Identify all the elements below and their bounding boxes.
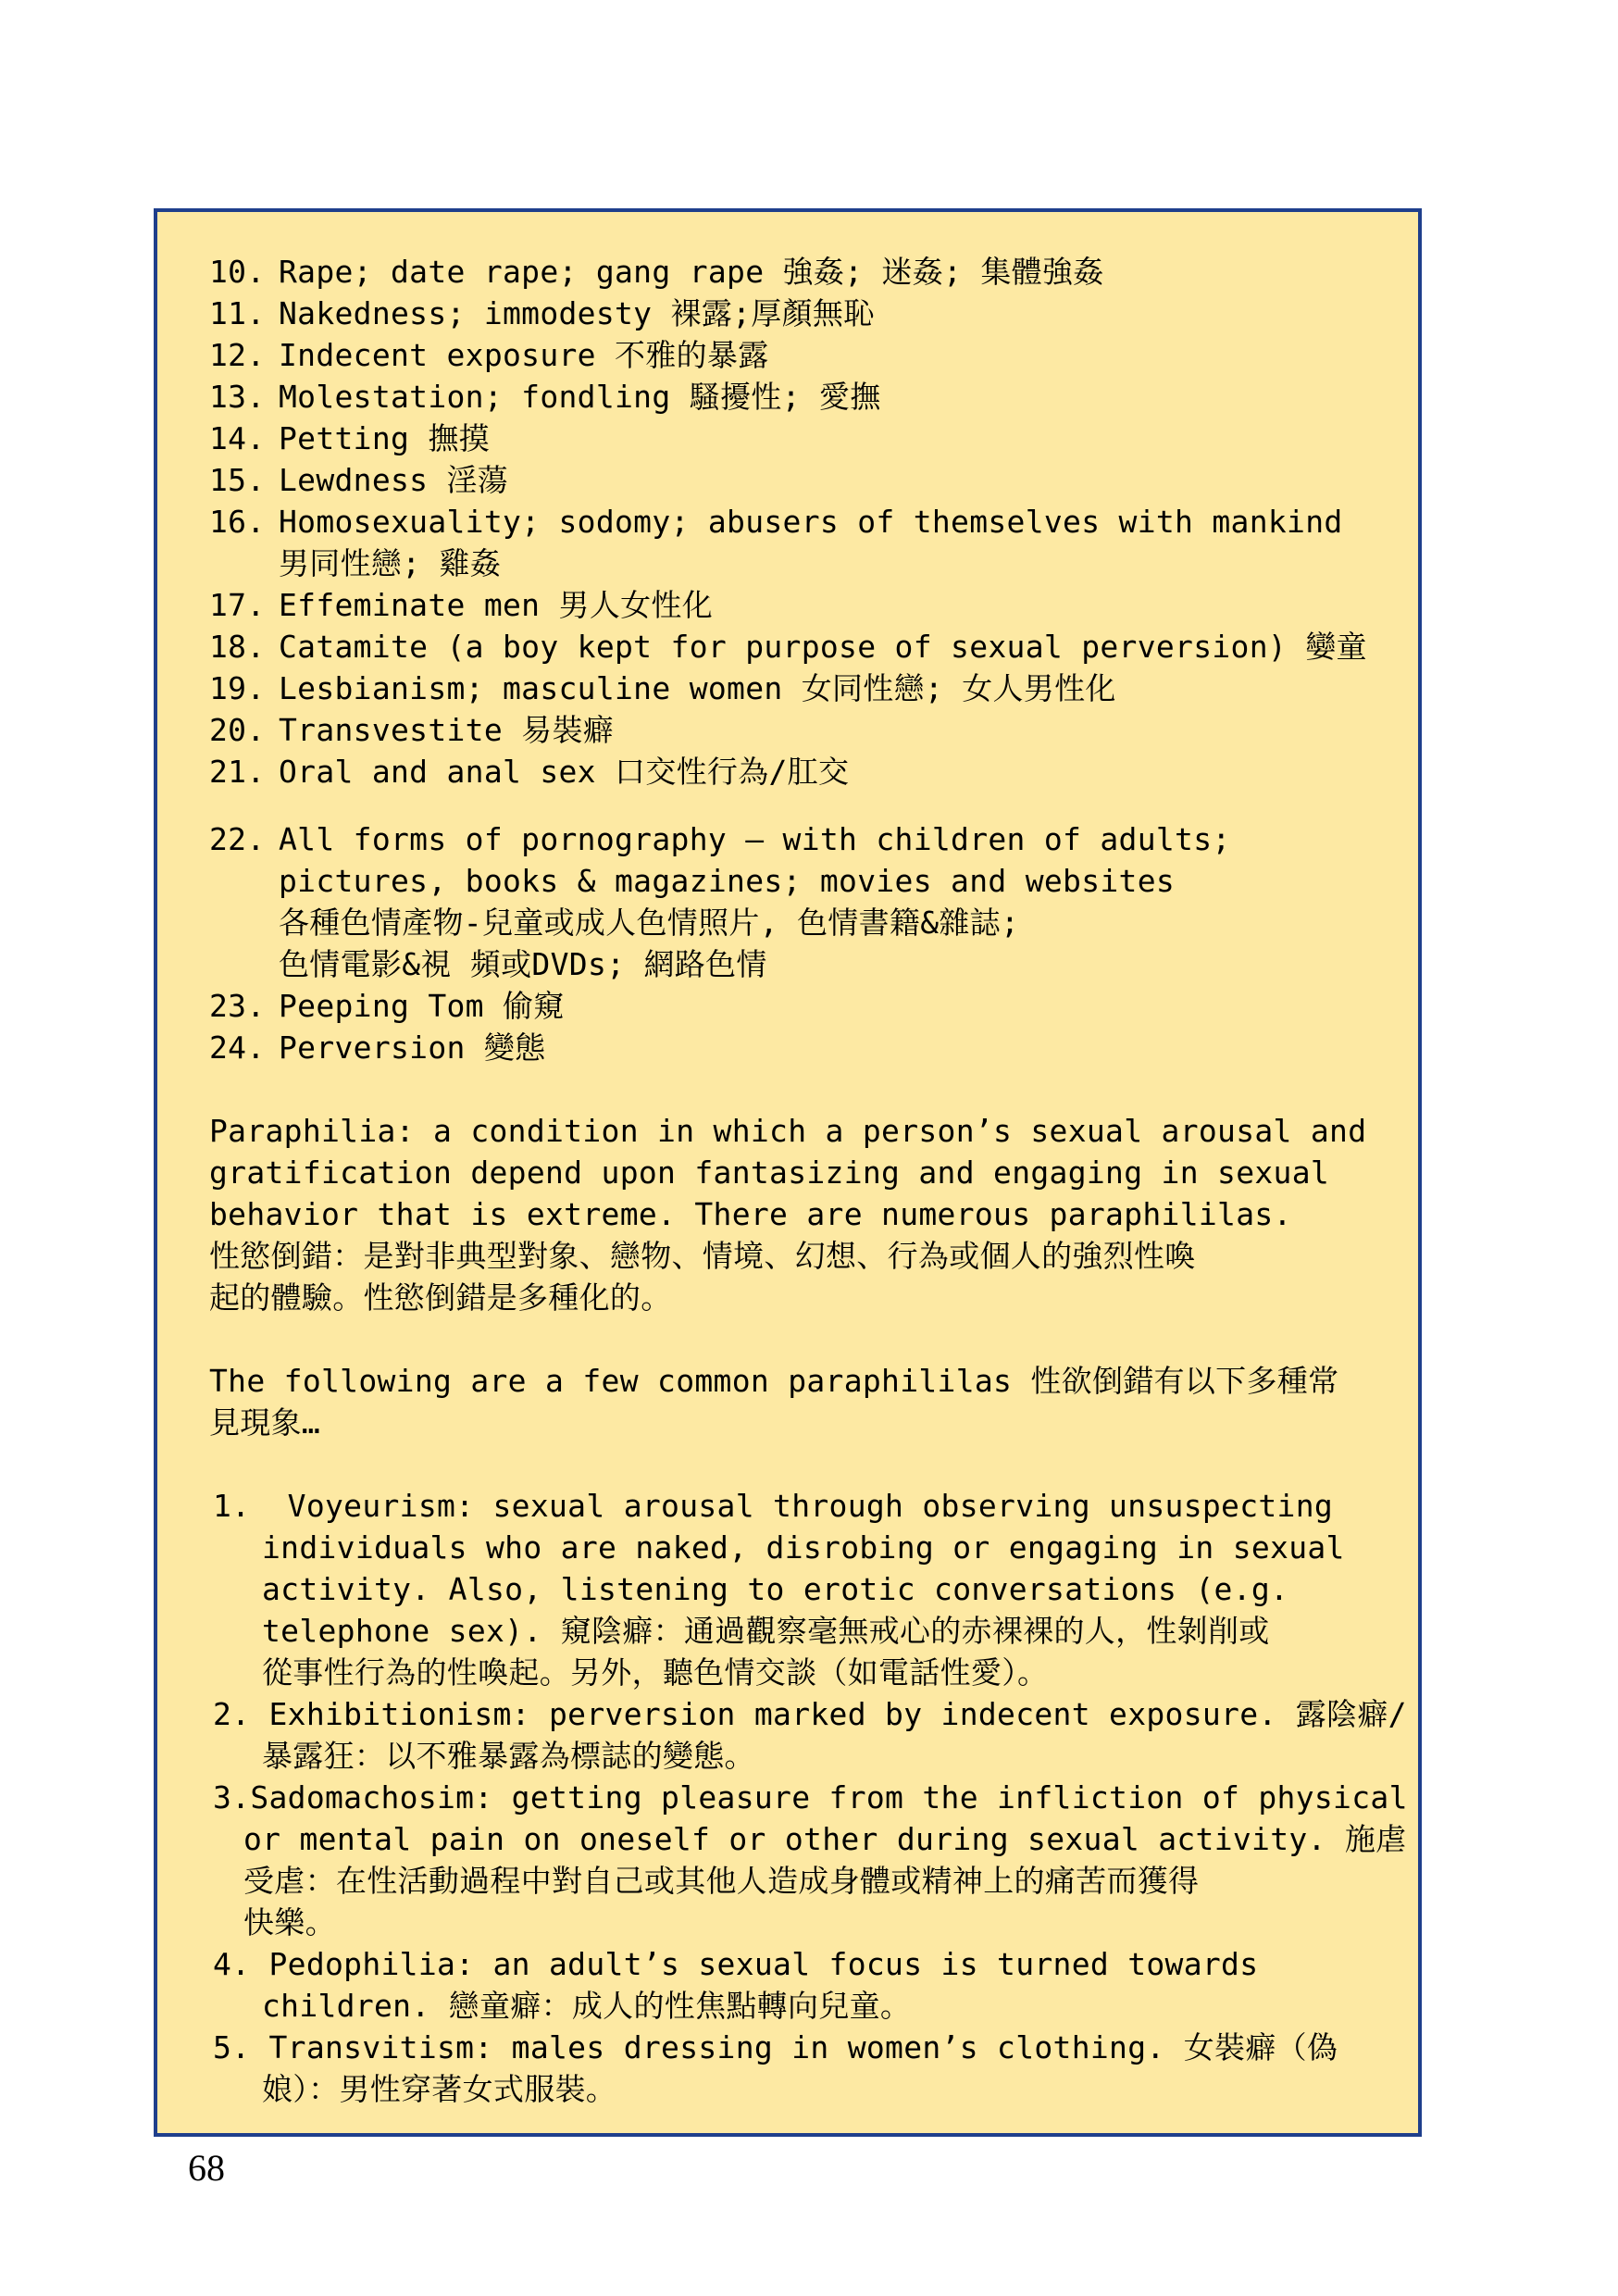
list-item-text: Effeminate men 男人女性化 <box>279 587 714 623</box>
paragraph-line: 性慾倒錯：是對非典型對象、戀物、情境、幻想、行為或個人的強烈性喚 <box>209 1238 1196 1274</box>
paragraph-line: gratification depend upon fantasizing and engaging in sexual <box>209 1154 1330 1191</box>
list-item-text: Petting 撫摸 <box>279 420 490 456</box>
list-item-text: Oral and anal sex 口交性行為/肛交 <box>279 754 850 790</box>
list-number: 18. <box>209 629 266 665</box>
paraphilia-item-line: or mental pain on oneself or other during sexual activity. 施虐 <box>243 1821 1407 1857</box>
list-item-continuation: pictures, books & magazines; movies and websites <box>279 863 1176 899</box>
paraphilia-item-line: 2. Exhibitionism: perversion marked by indecent exposure. 露陰癖/ <box>213 1696 1407 1732</box>
list-number: 19. <box>209 670 266 706</box>
content-box <box>154 208 1422 2137</box>
list-number: 20. <box>209 712 266 748</box>
paraphilia-item-line: activity. Also, listening to erotic conversations (e.g. <box>262 1571 1289 1607</box>
page-number: 68 <box>188 2147 225 2189</box>
paraphilia-item-line: 快樂。 <box>243 1904 336 1940</box>
list-item-text: Lesbianism; masculine women 女同性戀; 女人男性化 <box>279 670 1116 706</box>
list-number: 11. <box>209 295 266 331</box>
paraphilia-item-line: 從事性行為的性喚起。另外，聽色情交談（如電話性愛）。 <box>262 1654 1049 1691</box>
paraphilia-item-line: individuals who are naked, disrobing or engaging in sexual <box>262 1529 1345 1566</box>
intro-line: 見現象… <box>209 1404 321 1441</box>
list-item-text: Molestation; fondling 騷擾性; 愛撫 <box>279 379 881 415</box>
list-number: 12. <box>209 337 266 373</box>
list-number: 10. <box>209 254 266 290</box>
list-item-continuation: 各種色情產物-兒童或成人色情照片, 色情書籍&雜誌; <box>279 905 1020 941</box>
list-number: 14. <box>209 420 266 456</box>
list-item-text: Rape; date rape; gang rape 強姦; 迷姦; 集體強姦 <box>279 254 1104 290</box>
list-item-continuation: 色情電影&視 頻或DVDs; 網路色情 <box>279 946 767 982</box>
list-number: 16. <box>209 504 266 540</box>
paraphilia-item-line: telephone sex). 窺陰癖：通過觀察毫無戒心的赤裸裸的人，性剝削或 <box>262 1613 1270 1649</box>
paragraph-line: behavior that is extreme. There are numerous paraphililas. <box>209 1196 1292 1232</box>
list-number: 24. <box>209 1029 266 1066</box>
paraphilia-item-line: 暴露狂：以不雅暴露為標誌的變態。 <box>262 1738 755 1774</box>
paragraph-line: Paraphilia: a condition in which a person’s sexual arousal and <box>209 1113 1367 1149</box>
list-item-text: Peeping Tom 偷窺 <box>279 988 565 1024</box>
list-item-text: Transvestite 易裝癖 <box>279 712 615 748</box>
list-number: 23. <box>209 988 266 1024</box>
paragraph-line: 起的體驗。性慾倒錯是多種化的。 <box>209 1279 672 1316</box>
list-item-text: Nakedness; immodesty 裸露;厚顏無恥 <box>279 295 875 331</box>
list-item-text: Homosexuality; sodomy; abusers of themselves with mankind <box>279 504 1343 540</box>
list-number: 22. <box>209 821 266 857</box>
list-number: 13. <box>209 379 266 415</box>
paraphilia-item-line: 3.Sadomachosim: getting pleasure from the infliction of physical <box>213 1779 1408 1816</box>
list-number: 17. <box>209 587 266 623</box>
paraphilia-item-line: 5. Transvitism: males dressing in women’s clothing. 女裝癖（偽 <box>213 2029 1338 2065</box>
paraphilia-item-line: 娘）：男性穿著女式服裝。 <box>262 2071 617 2107</box>
intro-line: The following are a few common paraphililas 性欲倒錯有以下多種常 <box>209 1363 1339 1399</box>
list-item-text: Indecent exposure 不雅的暴露 <box>279 337 769 373</box>
list-item-continuation: 男同性戀; 雞姦 <box>279 545 502 581</box>
paraphilia-item-line: 1. Voyeurism: sexual arousal through observing unsuspecting <box>213 1488 1334 1524</box>
list-item-text: Catamite (a boy kept for purpose of sexual perversion) 孌童 <box>279 629 1367 665</box>
paraphilia-item-line: children. 戀童癖：成人的性焦點轉向兒童。 <box>262 1988 912 2024</box>
list-number: 21. <box>209 754 266 790</box>
list-number: 15. <box>209 462 266 498</box>
paraphilia-item-line: 4. Pedophilia: an adult’s sexual focus is turned towards <box>213 1946 1259 1982</box>
list-item-text: Perversion 變態 <box>279 1029 546 1066</box>
list-item-text: Lewdness 淫蕩 <box>279 462 509 498</box>
paraphilia-item-line: 受虐：在性活動過程中對自己或其他人造成身體或精神上的痛苦而獲得 <box>243 1863 1200 1899</box>
list-item-text: All forms of pornography – with children of adults; <box>279 821 1231 857</box>
